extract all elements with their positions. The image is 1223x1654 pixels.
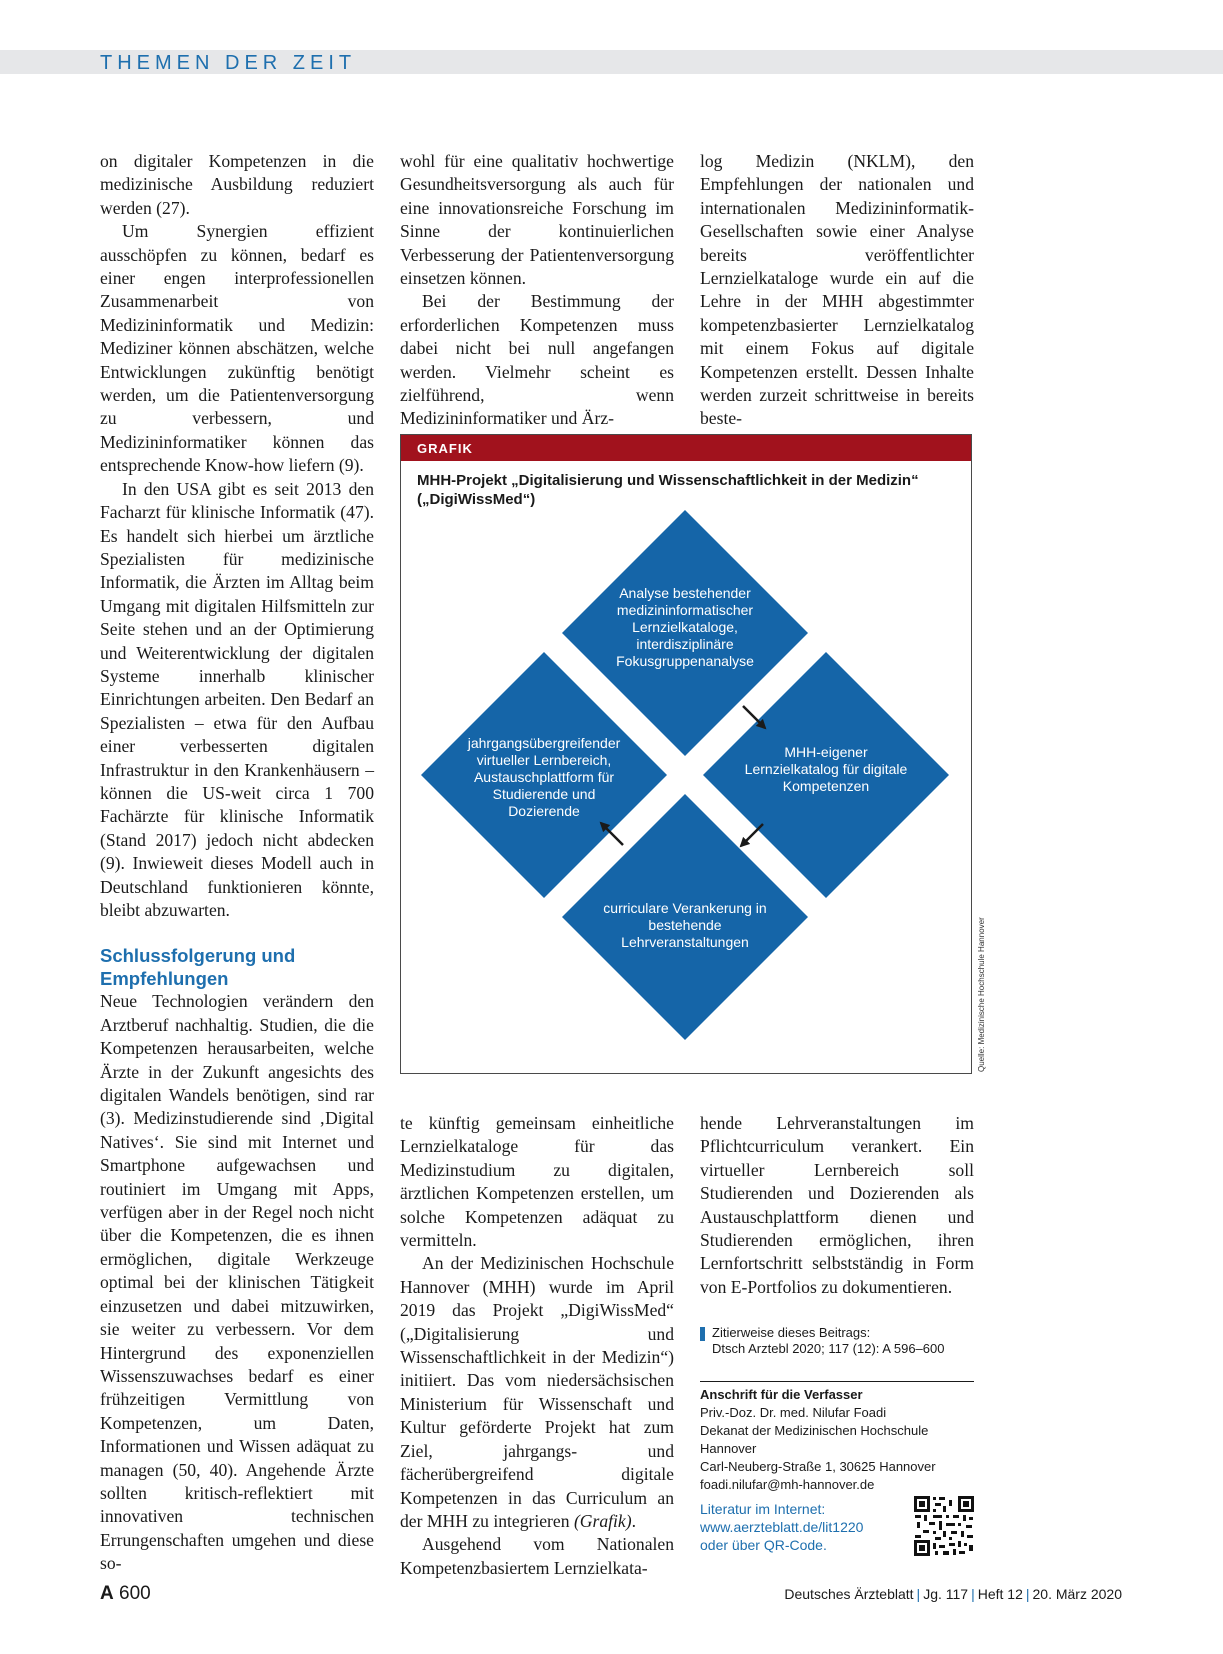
subheading-conclusion: Schlussfolgerung und Empfehlungen	[100, 945, 296, 990]
paragraph: hende Lehrveranstaltungen im Pflichtcurriculum verankert. Ein virtueller Lernbereich soll Studierenden und Dozierenden als Austauschplattform dienen und Studierenden ermöglichen, ihren Lernfortschritt selbstständig in Form von E-Portfolios zu dokumentieren.	[700, 1113, 974, 1297]
qr-code-icon[interactable]	[913, 1495, 975, 1557]
paragraph-text: An der Medizinischen Hochschule Hannover (MHH) wurde im April 2019 das Projekt „DigiWissMed“ („Digitalisierung und Wissenschaftlichkeit in der Medizin“) initiiert. Das vom niedersächsischen Ministerium für Wissenschaft und Kultur geförderte Projekt hat zum Ziel, jahrgangs- und fächerübergreifend digitale Kompetenzen in das Curriculum an der MHH zu integrieren	[400, 1253, 674, 1531]
paragraph: Ausgehend vom Nationalen Kompetenzbasiertem Lernzielkata-	[400, 1534, 674, 1578]
diamond-right-text: MHH-eigener Lernzielkatalog für digitale Kompetenzen	[744, 744, 908, 794]
citation-marker	[700, 1327, 705, 1341]
grafik-title: MHH-Projekt „Digitalisierung und Wissenschaftlichkeit in der Medizin“ („DigiWissMed“)	[417, 472, 919, 508]
grafik-source: Quelle: Medizinische Hochschule Hannover	[977, 917, 986, 1072]
journal-name: Deutsches Ärzteblatt	[784, 1586, 914, 1602]
paragraph: In den USA gibt es seit 2013 den Facharzt für klinische Informatik (47). Es handelt sich hierbei um ärztliche Spezialisten für medizinische Informatik, die Ärzten im Alltag beim Umgang mit digitalen Hilfsmitteln zur Seite stehen und an der Optimierung und Weiterentwicklung der digitalen Systeme innerhalb klinischer Einrichtungen arbeiten. Den Bedarf an Spezialisten – etwa für den Aufbau einer verbesserten digitalen Infrastruktur in den Krankenhäusern – können die US-weit circa 1 700 Fachärzte für klinische Informatik (Stand 2017) jedoch nicht abdecken (9). Inwieweit dieses Modell auch in Deutschland funktionieren könnte, bleibt abzuwarten.	[100, 478, 374, 920]
grafik-reference: (Grafik)	[573, 1510, 632, 1531]
footer-separator: |	[971, 1586, 975, 1602]
paragraph: Neue Technologien verändern den Arztberuf nachhaltig. Studien, die die Kompetenzen herausarbeiten, welche Ärzte in der Zukunft angesichts des digitalen Wandels benötigen, sind rar (3). Medizinstudierende sind ‚Digital Natives‘. Sie sind mit Internet und Smartphone aufgewachsen und routiniert im Umgang mit Apps, verfügen aber in der Regel noch nicht über die Kompetenzen, die es ihnen ermöglichen, digitale Werkzeuge optimal bei der klinischen Tätigkeit einzusetzen und dabei mitzuwirken, sie weiter zu verbessern. Vor dem Hintergrund des exponenziellen Wissenszuwachses bedarf es einer frühzeitigen Vermittlung von Kompetenzen, um Daten, Informationen und Wissen adäquat zu managen (50, 40). Angehende Ärzte sollten kritisch-reflektiert mit innovativen technischen Errungenschaften umgehen und diese so-	[100, 991, 374, 1574]
column-1	[100, 150, 374, 1576]
author-name: Priv.-Doz. Dr. med. Nilufar Foadi	[700, 1405, 887, 1420]
journal-issue: Heft 12	[977, 1586, 1023, 1602]
diamond-left-text: jahrgangsübergreifender virtueller Lernbereich, Austauschplattform für Studierende und Dozierende	[467, 735, 621, 819]
footer-separator: |	[916, 1586, 921, 1602]
journal-volume: Jg. 117	[923, 1586, 969, 1602]
column-2-bottom	[400, 1112, 674, 1580]
author-email: foadi.nilufar@mh-hannover.de	[700, 1477, 875, 1492]
literature-box	[700, 1500, 900, 1554]
section-title: THEMEN DER ZEIT	[100, 52, 357, 74]
paragraph: Bei der Bestimmung der erforderlichen Kompetenzen muss dabei nicht bei null angefangen werden. Vielmehr scheint es zielführend, wenn Medizininformatiker und Ärz-	[400, 291, 674, 429]
paragraph: log Medizin (NKLM), den Empfehlungen der nationalen und internationalen Medizininformatik-Gesellschaften sowie einer Analyse bereits veröffentlichter Lernzielkataloge wurde ein auf die Lehre in der MHH abgestimmter kompetenzbasierter Lernzielkatalog mit einem Fokus auf digitale Kompetenzen erstellt. Dessen Inhalte werden zurzeit schrittweise in bereits beste-	[700, 151, 974, 429]
column-3-top	[700, 150, 974, 431]
citation-label: Zitierweise dieses Beitrags:	[712, 1325, 871, 1340]
page-number-value: 600	[119, 1583, 151, 1604]
footer-separator: |	[1025, 1586, 1030, 1602]
diamond-bottom-text: curriculare Verankerung in bestehende Lehrveranstaltungen	[603, 900, 767, 950]
paragraph: on digitaler Kompetenzen in die medizinische Ausbildung reduziert werden (27).	[100, 151, 374, 218]
citation-box	[700, 1325, 974, 1357]
literature-qr-hint: oder über QR-Code.	[700, 1537, 827, 1553]
page-prefix: A	[100, 1583, 114, 1604]
grafik-box	[400, 434, 972, 1074]
address-heading: Anschrift für die Verfasser	[700, 1387, 863, 1402]
literature-link[interactable]: www.aerzteblatt.de/lit1220	[700, 1519, 864, 1535]
paragraph-end: .	[631, 1510, 636, 1531]
paragraph: wohl für eine qualitativ hochwertige Gesundheitsversorgung als auch für eine innovationsreiche Forschung im Sinne der kontinuierlichen Verbesserung der Patientenversorgung einsetzen können.	[400, 151, 674, 289]
journal-date: 20. März 2020	[1032, 1586, 1122, 1602]
column-3-bottom	[700, 1112, 974, 1299]
footer-info	[784, 1585, 1122, 1603]
citation-reference: Dtsch Arztebl 2020; 117 (12): A 596–600	[712, 1341, 945, 1356]
arrow-right-to-bottom	[741, 824, 763, 846]
author-address	[700, 1381, 974, 1494]
author-org: Dekanat der Medizinischen Hochschule Hannover	[700, 1423, 929, 1456]
author-street: Carl-Neuberg-Straße 1, 30625 Hannover	[700, 1459, 936, 1474]
grafik-label: GRAFIK	[401, 435, 971, 461]
page-number	[100, 1583, 151, 1605]
paragraph	[400, 1252, 674, 1533]
literature-label: Literatur im Internet:	[700, 1501, 826, 1517]
paragraph: te künftig gemeinsam einheitliche Lernzielkataloge für das Medizinstudium zu digitalen, ärztlichen Kompetenzen erstellen, um solche Kompetenzen adäquat zu vermitteln.	[400, 1113, 674, 1251]
diamond-top-text: Analyse bestehender medizininformatischer Lernzielkataloge, interdisziplinäre Fokusgruppenanalyse	[616, 585, 754, 669]
column-2-top	[400, 150, 674, 431]
paragraph: Um Synergien effizient ausschöpfen zu können, bedarf es einer engen interprofessionellen Zusammenarbeit von Medizininformatik und Medizin: Mediziner können abschätzen, welche Entwicklungen zukünftig benötigt werden, um die Patientenversorgung zu verbessern, und Medizininformatiker können das entsprechende Know-how liefern (9).	[100, 221, 374, 476]
